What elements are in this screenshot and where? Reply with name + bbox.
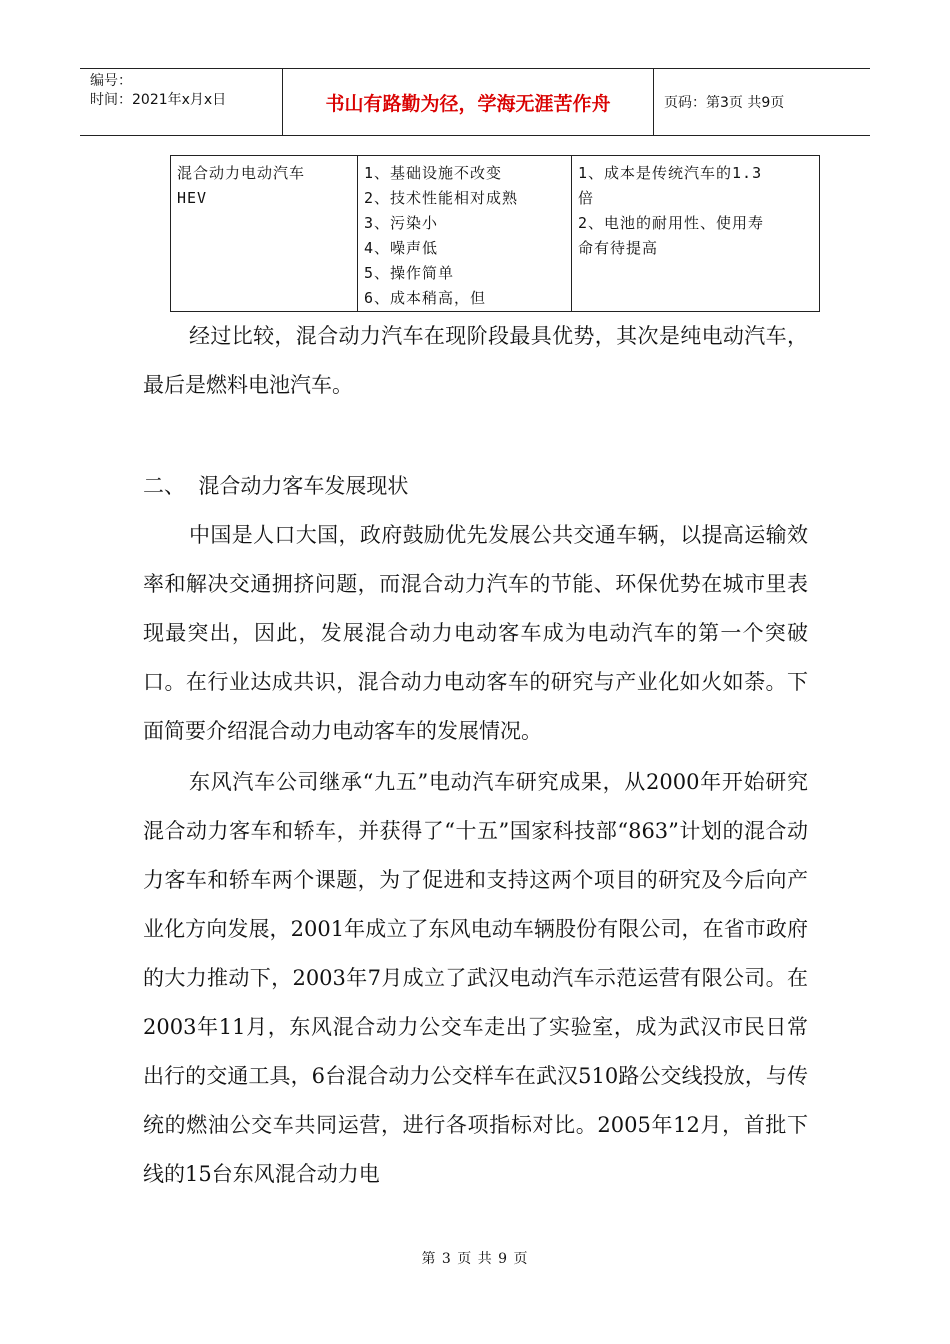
table-row (171, 156, 820, 312)
page-footer: 第 3 页 共 9 页 (421, 1251, 529, 1267)
header-page-number: 页码：第3页 共9页 (664, 95, 785, 111)
advantage-item: 4、噪声低 (364, 239, 439, 257)
body-paragraph-2: 东风汽车公司继承“九五”电动汽车研究成果，从2000年开始研究混合动力客车和轿车，并获得了“十五”国家科技部“863”计划的混合动力客车和轿车两个课题，为了促进和支持这两个项目的研究及今后向产业化方向发展，2001年成立了东风电动车辆股份有限公司，在省市政府的大力推动下，2003年7月成立了武汉电动汽车示范运营有限公司。在2003年11月，东风混合动力公交车走出了实验室，成为武汉市民日常出行的交通工具，6台混合动力公交样车在武汉510路公交线投放，与传统的燃油公交车共同运营，进行各项指标对比。2005年12月，首批下线的15台东风混合动力电 (143, 770, 808, 1186)
vehicle-type-line: HEV (177, 189, 208, 207)
header-motto: 书山有路勤为径，学海无涯苦作舟 (283, 69, 654, 135)
body-paragraph-1: 中国是人口大国，政府鼓励优先发展公共交通车辆，以提高运输效率和解决交通拥挤问题，而混合动力汽车的节能、环保优势在城市里表现最突出，因此，发展混合动力电动客车成为电动汽车的第一个突破口。在行业达成共识，混合动力电动客车的研究与产业化如火如荼。下面简要介绍混合动力电动客车的发展情况。 (143, 523, 808, 743)
advantage-item: 1、基础设施不改变 (364, 164, 503, 182)
serial-label: 编号： (90, 73, 132, 89)
comparison-table (170, 155, 820, 312)
disadvantage-item: 命有待提高 (578, 239, 659, 257)
header-meta (80, 69, 283, 135)
section-heading: 二、 混合动力客车发展现状 (143, 474, 409, 498)
advantage-item: 3、污染小 (364, 214, 439, 232)
disadvantage-item: 1、成本是传统汽车的1.3 (578, 164, 763, 182)
vehicle-type-cell (171, 156, 358, 312)
disadvantages-cell (572, 156, 820, 312)
vehicle-type-line: 混合动力电动汽车 (177, 164, 306, 182)
disadvantage-item: 倍 (578, 189, 595, 207)
disadvantage-item: 2、电池的耐用性、使用寿 (578, 214, 765, 232)
advantage-item: 6、成本稍高，但 (364, 289, 487, 307)
conclusion-paragraph: 经过比较，混合动力汽车在现阶段最具优势，其次是纯电动汽车，最后是燃料电池汽车。 (143, 324, 808, 397)
advantages-cell (358, 156, 572, 312)
page-header (80, 68, 870, 136)
advantage-item: 5、操作简单 (364, 264, 455, 282)
date-label: 时间：2021年x月x日 (90, 92, 227, 108)
advantage-item: 2、技术性能相对成熟 (364, 189, 519, 207)
